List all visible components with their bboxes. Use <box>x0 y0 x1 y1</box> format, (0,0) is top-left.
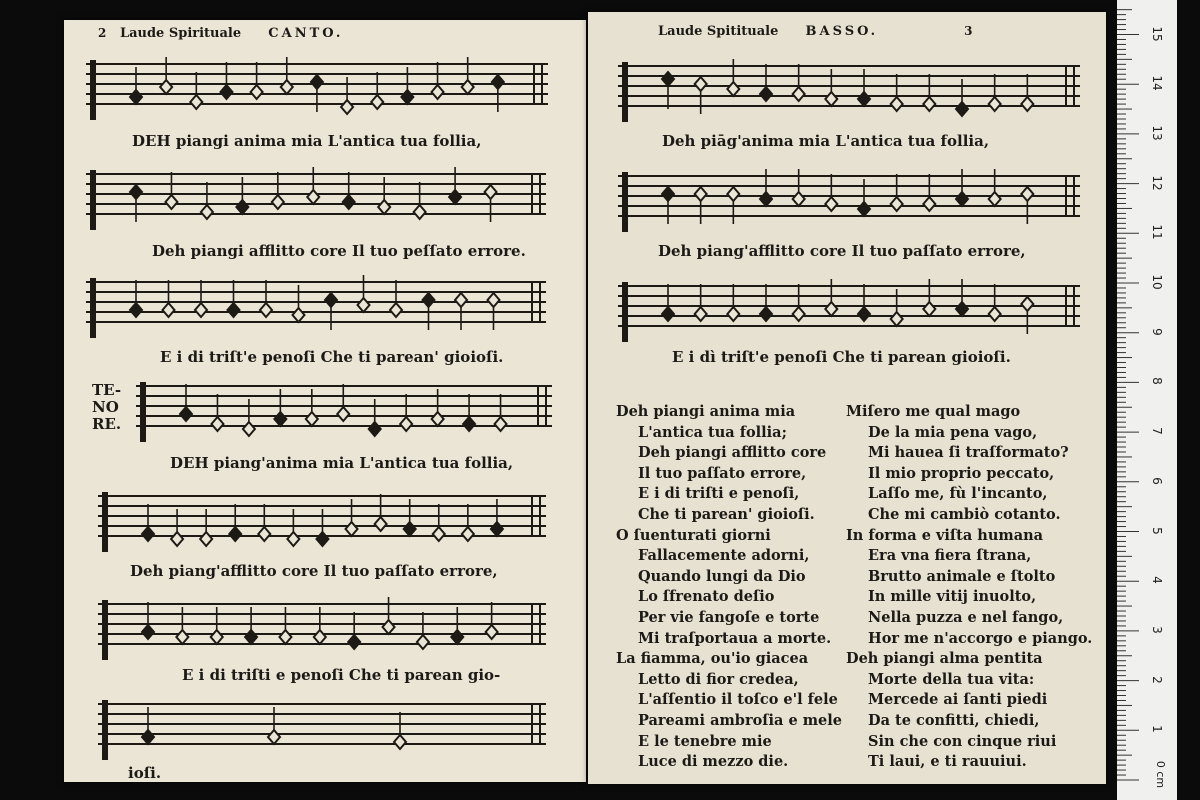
poem-line: O ſuenturati giorni <box>616 526 771 544</box>
measuring-ruler <box>1117 0 1177 800</box>
ruler-number: 12 <box>1150 174 1164 191</box>
music-staff <box>86 268 546 348</box>
poem-line: E le tenebre mie <box>638 732 772 750</box>
poem-line: Mi haueа ſi traſformato? <box>868 444 1069 462</box>
ruler-number: 8 <box>1150 377 1164 386</box>
music-staff <box>136 372 552 452</box>
music-staff <box>618 162 1080 242</box>
poem-line: La fiamma, ou'io giacea <box>616 650 809 668</box>
poem-line: Deh piangi afflitto core <box>638 444 827 462</box>
poem-line: Mercede ai ſanti piedi <box>868 691 1048 709</box>
poem-line: Morte della tua vita: <box>868 670 1035 688</box>
poem-line: Il tuo paſſato errore, <box>638 464 807 482</box>
poem-line: Quando lungi da Dio <box>638 567 806 585</box>
ruler-number: 7 <box>1150 427 1164 435</box>
poem-column-right <box>846 402 1092 773</box>
lyric-line: Deh piangi afflitto core Il tuo peſſato errore. <box>152 242 526 260</box>
voice-name: BASSO. <box>805 24 879 39</box>
poem-line: Lo ſfrenato deſio <box>638 588 775 606</box>
poem-line: Sin che con cinque riui <box>868 732 1057 750</box>
ruler-number: 3 <box>1150 626 1164 634</box>
page-number: 3 <box>964 24 973 38</box>
poem-line: Fallacemente adorni, <box>638 547 810 565</box>
ruler-number: 13 <box>1150 125 1164 141</box>
ruler-number: 1 <box>1150 725 1164 734</box>
poem-line: Ti laui, e ti rauuiui. <box>868 753 1027 771</box>
ruler-number: 15 <box>1150 25 1164 42</box>
voice-name: CANTO. <box>268 26 344 41</box>
tenor-label-line: NO <box>92 398 119 416</box>
tenor-label <box>92 382 121 433</box>
poem-line: Deh piangi anima mia <box>616 403 796 420</box>
lyric-line: DEH piang'anima mia L'antica tua follia, <box>170 454 514 472</box>
ruler-number: 2 <box>1150 675 1164 684</box>
poem-line: Miſero me qual mago <box>846 403 1021 420</box>
ruler-unit: 0 cm <box>1154 760 1168 789</box>
poem-line: In forma e viſta humana <box>846 526 1044 544</box>
ruler-number: 11 <box>1150 224 1164 240</box>
poem-line: L'antica tua follia; <box>638 423 787 441</box>
poem-line: Il mio proprio peccato, <box>868 464 1055 482</box>
left-page-header <box>98 26 343 41</box>
poem-line: Che mi cambiò cotanto. <box>868 505 1061 523</box>
poem-line: Da te confitti, chiedi, <box>868 711 1040 729</box>
lyric-line: Deh piang'afflitto core Il tuo paſſato errore, <box>658 242 1026 260</box>
left-page <box>64 20 586 782</box>
ruler-number: 4 <box>1150 576 1164 584</box>
right-page-header <box>658 24 973 39</box>
poem-line: Per vie fangoſe e torte <box>638 608 820 626</box>
poem-line: De la mia pena vago, <box>868 423 1038 441</box>
poem-line: Luce di mezzo die. <box>638 753 789 771</box>
poem-line: L'aſſentio il toſco e'l fele <box>638 691 838 709</box>
lyric-line: Deh piang'afflitto core Il tuo paſſato errore, <box>130 562 498 580</box>
poem-line: E i di triſti e penoſi, <box>638 485 800 503</box>
music-staff <box>86 160 546 240</box>
ruler-number: 10 <box>1150 274 1164 290</box>
poem-column-left <box>616 402 842 773</box>
tenor-label-line: TE- <box>92 381 122 399</box>
poem-line: Laſſo me, fù l'incanto, <box>868 485 1048 503</box>
lyric-line: E i dì triſt'e penoſi Che ti parean gioioſi. <box>672 348 1011 366</box>
ruler-number: 9 <box>1150 327 1164 336</box>
music-staff <box>98 590 546 670</box>
poem-line: Pareami ambroſia e mele <box>638 711 843 729</box>
music-staff <box>98 690 546 770</box>
poem-line: Che ti parean' gioioſi. <box>638 505 815 523</box>
poem-line: Nella puzza e nel fango, <box>868 608 1064 626</box>
ruler-number: 6 <box>1150 476 1164 485</box>
music-staff <box>98 482 546 562</box>
ruler-number: 5 <box>1150 526 1164 535</box>
lyric-line: Deh piāg'anima mia L'antica tua follia, <box>662 132 990 150</box>
poem-line: Brutto animale e ſtolto <box>868 567 1056 585</box>
lyric-line: ioſi. <box>128 764 162 782</box>
poem-line: Letto di fior credea, <box>638 670 799 688</box>
tenor-label-line: RE. <box>92 415 122 433</box>
ruler-scale <box>1117 0 1177 800</box>
ruler-number: 14 <box>1150 75 1164 91</box>
poem-line: Deh piangi alma pentita <box>846 650 1043 668</box>
page-number: 2 <box>98 26 107 40</box>
poem-line: Hor me n'accorgo e piango. <box>868 629 1093 647</box>
running-title: Laude Spitituale <box>658 24 779 39</box>
running-title: Laude Spirituale <box>119 26 242 41</box>
music-staff <box>618 52 1080 132</box>
poem-line: Era vna fiera ſtrana, <box>868 547 1032 565</box>
lyric-line: DEH piangi anima mia L'antica tua follia, <box>132 132 482 150</box>
lyric-line: E i di triſti e penoſi Che ti parean gio- <box>182 666 501 684</box>
poem-line: In mille vitij inuolto, <box>868 588 1037 606</box>
music-staff <box>86 50 548 130</box>
right-page <box>588 12 1106 784</box>
poem-line: Mi traſportaua a morte. <box>638 629 832 647</box>
music-staff <box>618 272 1080 352</box>
lyric-line: E i di triſt'e penoſi Che ti parean' gioioſi. <box>160 348 504 366</box>
